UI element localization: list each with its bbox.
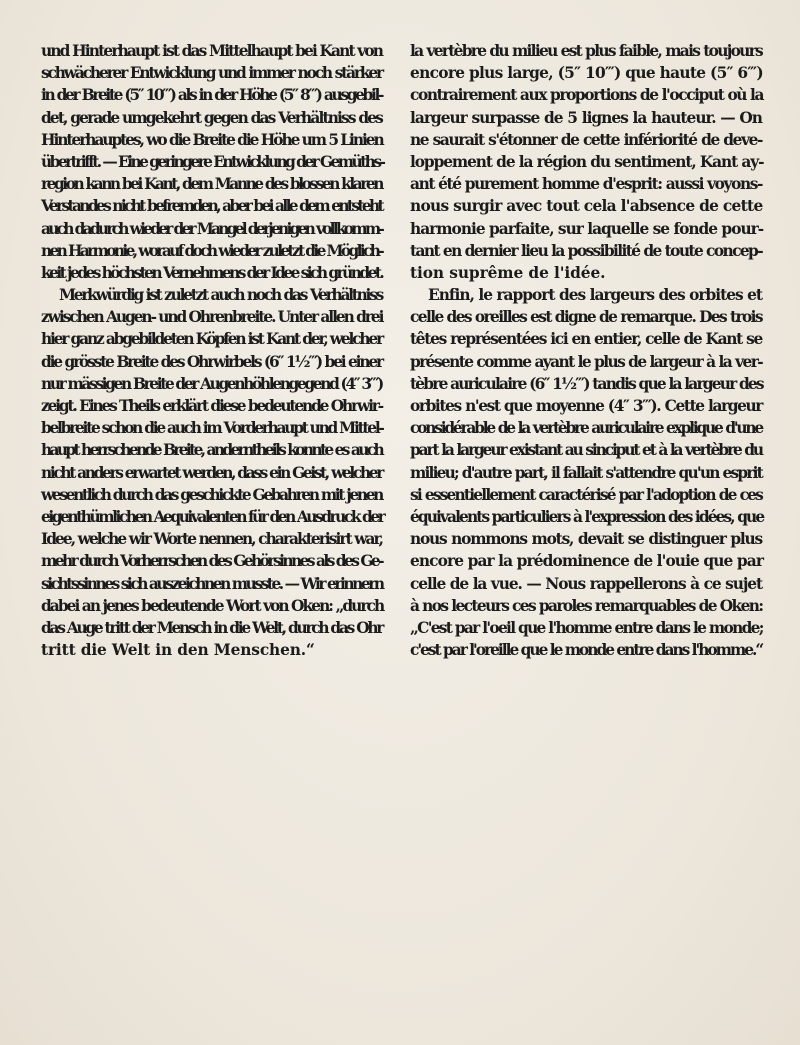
german-text-line: auch dadurch wieder der Mangel derjenigen vollkomm- bbox=[41, 219, 382, 238]
french-text-column bbox=[410, 40, 762, 661]
french-text-line: encore plus large, (5″ 10‴) que haute (5″ 6‴) bbox=[410, 64, 763, 83]
french-text-line: milieu; d'autre part, il fallait s'attendre qu'un esprit bbox=[410, 463, 762, 482]
german-text-line: Hinterhauptes, wo die Breite die Höhe um 5 Linien bbox=[41, 130, 383, 149]
german-text-line: haupt herrschende Breite, anderntheils konnte es auch bbox=[41, 441, 382, 460]
german-text-line: übertrifft. — Eine geringere Entwicklung der Gemüths- bbox=[41, 152, 384, 171]
french-text-line: têtes représentées ici en entier, celle de Kant se bbox=[410, 330, 762, 349]
german-text-line: eigenthümlichen Aequivalenten für den Ausdruck der bbox=[41, 507, 384, 526]
german-text-line: und Hinterhaupt ist das Mittelhaupt bei Kant von bbox=[41, 42, 383, 60]
german-text-line: Verstandes nicht befremden, aber bei alle dem entsteht bbox=[41, 197, 382, 216]
french-text-line: ant été purement homme d'esprit: aussi voyons- bbox=[410, 175, 762, 194]
german-text-line: die grösste Breite des Ohrwirbels (6″ 1½‴) bei einer bbox=[41, 352, 382, 371]
french-text-line: c'est par l'oreille que le monde entre dans l'homme.“ bbox=[410, 641, 763, 660]
german-text-column bbox=[41, 40, 382, 661]
german-text-line: sichtssinnes sich auszeichnen musste. — Wir erinnern bbox=[41, 574, 383, 593]
french-text-line: orbites n'est que moyenne (4″ 3‴). Cette largeur bbox=[410, 397, 762, 415]
french-text-line: celle de la vue. — Nous rappellerons à ce sujet bbox=[410, 574, 762, 593]
french-text-line: tant en dernier lieu la possibilité de toute concep- bbox=[410, 241, 762, 260]
german-text-line: wesentlich durch das geschickte Gebahren mit jenen bbox=[41, 485, 382, 504]
french-text-line: harmonie parfaite, sur laquelle se fonde pour- bbox=[410, 219, 764, 238]
german-text-line: tritt die Welt in den Menschen.“ bbox=[41, 641, 315, 660]
french-text-line: „C'est par l'oeil que l'homme entre dans le monde; bbox=[410, 618, 763, 637]
french-text-line: présente comme ayant le plus de largeur à la ver- bbox=[410, 352, 762, 371]
german-text-line: mehr durch Vorherrschen des Gehörsinnes als des Ge- bbox=[41, 552, 382, 571]
french-text-line: tèbre auriculaire (6″ 1½‴) tandis que la largeur des bbox=[410, 374, 763, 393]
german-text-line: nen Harmonie, worauf doch wieder zuletzt die Möglich- bbox=[41, 241, 382, 260]
french-text-line: à nos lecteurs ces paroles remarquables de Oken: bbox=[410, 596, 763, 615]
german-text-line: nur mässigen Breite der Augenhöhlengegend (4″ 3‴) bbox=[41, 374, 382, 393]
french-text-line: encore par la prédominence de l'ouie que par bbox=[410, 552, 764, 571]
german-text-line: region kann bei Kant, dem Manne des blossen klaren bbox=[41, 175, 382, 194]
german-text-line: zeigt. Eines Theils erklärt diese bedeutende Ohrwir- bbox=[41, 397, 382, 415]
french-text-line: contrairement aux proportions de l'occiput où la bbox=[410, 86, 764, 105]
german-text-line: Idee, welche wir Worte nennen, charakterisirt war, bbox=[41, 530, 382, 549]
german-text-line: zwischen Augen- und Ohrenbreite. Unter allen drei bbox=[41, 308, 383, 327]
french-text-line: Enfin, le rapport des largeurs des orbites et bbox=[428, 286, 762, 305]
french-text-line: si essentiellement caractérisé par l'adoption de ces bbox=[410, 485, 762, 504]
german-text-line: Merkwürdig ist zuletzt auch noch das Verhältniss bbox=[59, 286, 382, 305]
french-text-line: tion suprême de l'idée. bbox=[410, 263, 606, 282]
french-text-line: nous nommons mots, devait se distinguer plus bbox=[410, 530, 762, 549]
french-text-line: celle des oreilles est digne de remarque. Des trois bbox=[410, 308, 762, 327]
german-text-line: dabei an jenes bedeutende Wort von Oken: „durch bbox=[41, 596, 384, 615]
french-text-line: équivalents particuliers à l'expression des idées, que bbox=[410, 507, 764, 526]
german-text-line: det, gerade umgekehrt gegen das Verhältniss des bbox=[41, 108, 382, 127]
french-text-line: part la largeur existant au sinciput et à la vertèbre du bbox=[410, 441, 762, 460]
german-text-line: keit jedes höchsten Vernehmens der Idee sich gründet. bbox=[41, 263, 383, 282]
french-text-line: loppement de la région du sentiment, Kant ay- bbox=[410, 152, 764, 171]
german-text-line: in der Breite (5″ 10‴) als in der Höhe (5″ 8‴) ausgebil- bbox=[41, 86, 382, 105]
german-text-line: hier ganz abgebildeten Köpfen ist Kant der, welcher bbox=[41, 330, 383, 349]
french-text-line: largeur surpasse de 5 lignes la hauteur. — On bbox=[410, 108, 762, 127]
french-text-line: considérable de la vertèbre auriculaire explique d'une bbox=[410, 419, 762, 438]
german-text-line: das Auge tritt der Mensch in die Welt, durch das Ohr bbox=[41, 618, 383, 637]
french-text-line: nous surgir avec tout cela l'absence de cette bbox=[410, 197, 763, 216]
german-text-line: schwächerer Entwicklung und immer noch stärker bbox=[41, 64, 382, 83]
french-text-line: ne saurait s'étonner de cette infériorité de deve- bbox=[410, 130, 762, 149]
german-text-line: belbreite schon die auch im Vorderhaupt und Mittel- bbox=[41, 419, 383, 438]
german-text-line: nicht anders erwartet werden, dass ein Geist, welcher bbox=[41, 463, 382, 482]
french-text-line: la vertèbre du milieu est plus faible, mais toujours bbox=[410, 42, 762, 60]
